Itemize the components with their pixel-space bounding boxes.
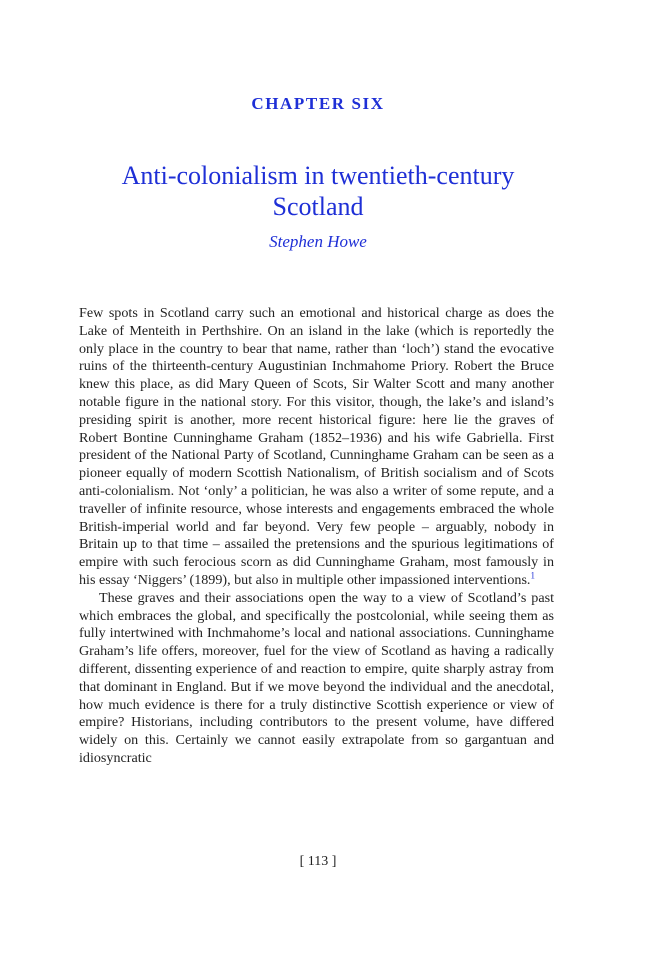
footnote-reference[interactable]: 1 [530,570,535,581]
chapter-label: CHAPTER SIX [251,94,385,113]
body-text [79,305,554,768]
page-number: [ 113 ] [299,854,337,869]
author-name: Stephen Howe [269,232,367,251]
chapter-title: Anti-colonialism in twentieth-century Scotland [121,161,515,221]
paragraph: These graves and their associations open the way to a view of Scotland’s past which embraces the global, and specifically the postcolonial, while seeing them as fully intertwined with Inchmahome’s local and national associations. Cunninghame Graham’s life offers, moreover, fuel for the view of Scotland as having a radically different, dissenting experience of and reaction to empire, quite sharply astray from that dominant in England. But if we move beyond the individual and the anecdotal, how much evidence is there for a truly distinctive Scottish experience or view of empire? Historians, including contributors to the present volume, have differed widely on this. Certainly we cannot easily extrapolate from so gargantuan and idiosyncratic [79,589,554,766]
paragraph [79,305,554,590]
paragraph-text: Few spots in Scotland carry such an emotional and historical charge as does the Lake of Menteith in Perthshire. On an island in the lake (which is reportedly the only place in the country to bear that name, rather than ‘loch’) stand the evocative ruins of the thirteenth-century Augustinian Inchmahome Priory. Robert the Bruce knew this place, as did Mary Queen of Scots, Sir Walter Scott and many another notable figure in the national story. For this visitor, though, the lake’s and island’s presiding spirit is another, more recent historical figure: here lie the graves of Robert Bontine Cunninghame Graham (1852–1936) and his wife Gabriella. First president of the National Party of Scotland, Cunninghame Graham can be seen as a pioneer equally of modern Scottish Nationalism, of British socialism and of Scots anti-colonialism. Not ‘only’ a politician, he was also a writer of some repute, and a traveller of infinite resource, whose interests and engagements embraced the whole British-imperial world and far beyond. Very few people – arguably, nobody in Britain up to that time – assailed the pretensions and the spurious legitimations of empire with such ferocious scorn as did Cunninghame Graham, most famously in his essay ‘Niggers’ (1899), but also in multiple other impassioned interventions. [79,305,554,588]
